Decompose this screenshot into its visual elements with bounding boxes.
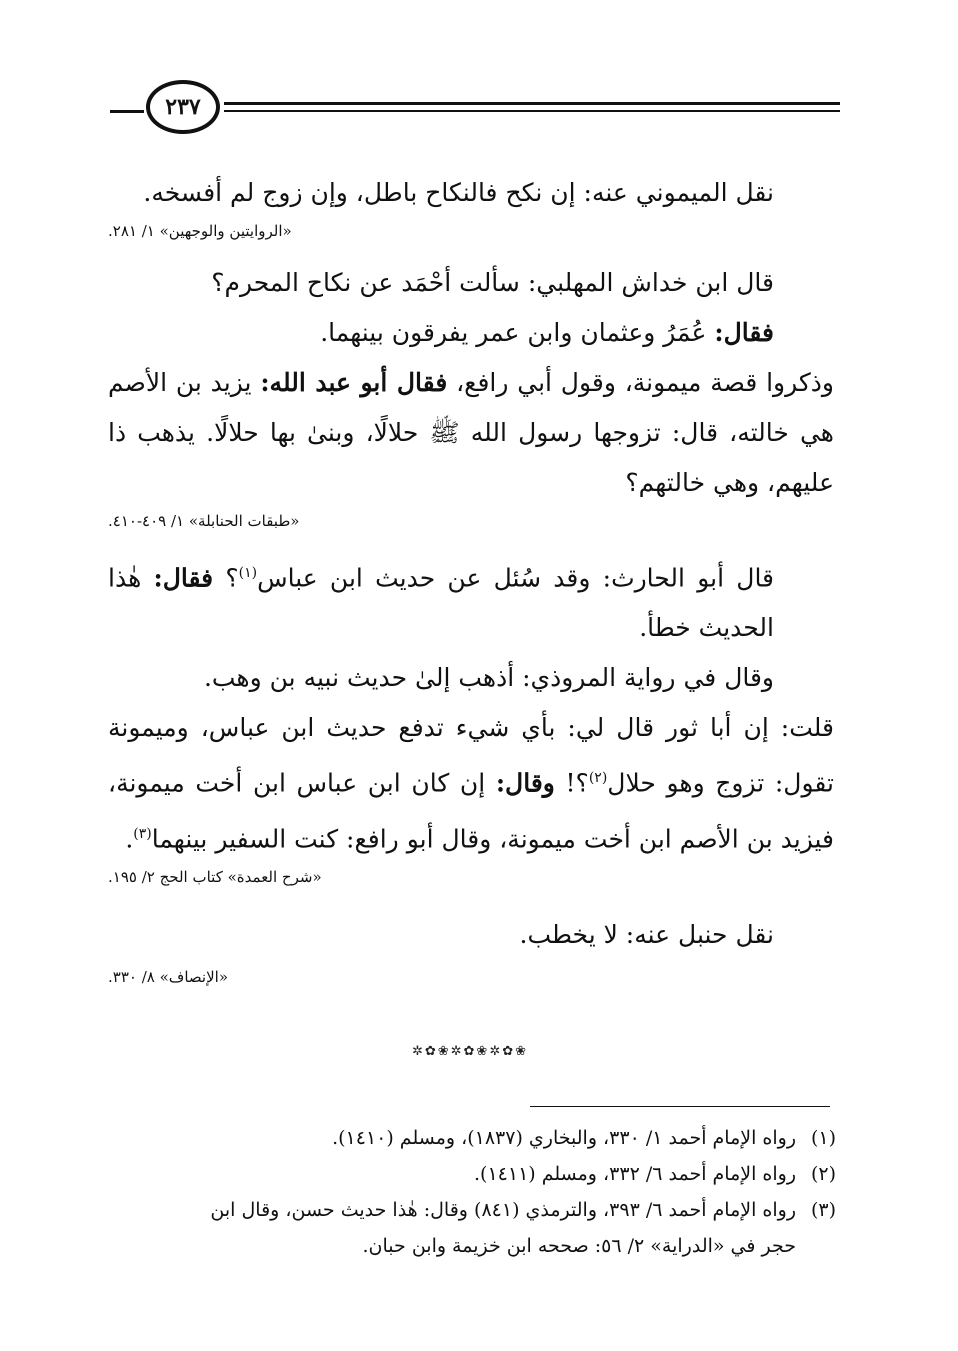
- footnotes: [108, 1120, 836, 1264]
- paragraph-answer: فقال: عُمَرُ وعثمان وابن عمر يفرقون بينهما.: [320, 318, 774, 347]
- paragraph-abu-al-harith: قال أبو الحارث: وقد سُئل عن حديث ابن عباس$^{(١)}$؟ فقال: هٰذا الحديث خطأ.: [108, 563, 775, 643]
- footnote-item: (١)رواه الإمام أحمد ١/ ٣٣٠، والبخاري (١٨٣٧)، ومسلم (١٤١٠).: [332, 1127, 836, 1149]
- footnote-item: (٣)رواه الإمام أحمد ٦/ ٣٩٣، والترمذي (٨٤١) وقال: هٰذا حديث حسن، وقال ابن: [210, 1199, 836, 1221]
- paragraph-marwadhi: وقال في رواية المروذي: أذهب إلىٰ حديث نبيه بن وهب.: [203, 663, 774, 693]
- source-citation: «الروايتين والوجهين» ١/ ٢٨١.: [108, 222, 292, 240]
- paragraph-maymuna-story: وذكروا قصة ميمونة، وقول أبي رافع، فقال أبو عبد الله: يزيد بن الأصم هي خالته، قال: تزوجها رسول الله ﷺ حلالًا، وبنىٰ بها حلالًا. يذهب ذا عليهم، وهي خالتهم؟: [108, 368, 835, 497]
- section-ornament: ✲✿❀✲✿❀✲✿❀: [411, 1044, 529, 1059]
- paragraph-abu-thawr: قلت: إن أبا ثور قال لي: بأي شيء تدفع حديث ابن عباس، وميمونة تقول: تزوج وهو حلال$^{(٢)}$؟! وقال: إن كان ابن عباس ابن أخت ميمونة، فيزيد بن الأصم ابن أخت ميمونة، وقال أبو رافع: كنت السفير بينهما$^{(٣)}$.: [108, 713, 834, 853]
- paragraph-maymuni: نقل الميموني عنه: إن نكح فالنكاح باطل، وإن زوج لم أفسخه.: [143, 178, 774, 207]
- paragraph-hanbal: نقل حنبل عنه: لا يخطب.: [519, 919, 774, 949]
- header-rule-left: [110, 110, 144, 113]
- paragraph-ibn-khidash: قال ابن خداش المهلبي: سألت أحْمَد عن نكاح المحرم؟: [211, 268, 774, 297]
- page-number: ٢٣٧: [146, 80, 220, 134]
- footnote-item: (٢)رواه الإمام أحمد ٦/ ٣٣٢، ومسلم (١٤١١).: [474, 1163, 836, 1185]
- main-text: [108, 168, 834, 1004]
- footnote-separator: [530, 1106, 830, 1107]
- footnote-continuation: حجر في «الدراية» ٢/ ٥٦: صححه ابن خزيمة وابن حبان.: [362, 1235, 796, 1257]
- source-citation: «الإنصاف» ٨/ ٣٣٠.: [108, 967, 228, 986]
- header-rule-bottom: [224, 110, 840, 112]
- source-citation: «طبقات الحنابلة» ١/ ٤٠٩-٤١٠.: [108, 512, 300, 530]
- header-rule-top: [224, 102, 840, 105]
- page-header: [110, 80, 840, 140]
- source-citation: «شرح العمدة» كتاب الحج ٢/ ١٩٥.: [108, 867, 322, 886]
